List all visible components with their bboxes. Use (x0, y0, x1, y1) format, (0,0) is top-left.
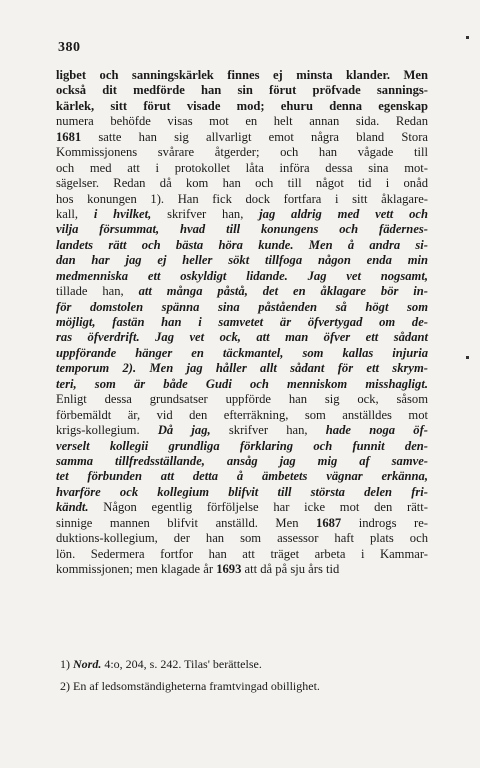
footnote-segment: 1) (60, 657, 73, 671)
text-line-segment: sägelser. Redan då kom han och till något tid i onåd (56, 176, 428, 191)
text-line-segment: ras öfverdrift. Jag vet ock, att man öfver ett sådant (56, 330, 428, 345)
edge-mark-right-lower (466, 356, 469, 359)
text-line-segment: tet förbunden att detta å ämbetets vägnar erkänna, (56, 469, 428, 484)
text-line (56, 68, 428, 83)
text-line-segment: att många påstå, det en åklagare bör in- (138, 284, 428, 299)
text-line-segment: 1687 (316, 515, 342, 530)
text-line (56, 83, 428, 98)
text-line (56, 423, 428, 438)
text-line-segment: hade noga öf- (325, 423, 428, 438)
text-line-segment: lön. Sedermera fortfor han att träget arbeta i Kammar- (56, 546, 428, 561)
text-line-segment: att då på sju års tid (241, 562, 340, 576)
text-line (56, 238, 428, 253)
text-line-segment: 1693 (216, 562, 242, 576)
footnote-segment: 2) En af ledsomständigheterna framtvingad obillighet. (60, 679, 320, 693)
text-line (56, 192, 428, 207)
text-line-segment: hvarföre ock kollegium blifvit till största delen fri- (56, 484, 428, 499)
text-line (56, 547, 428, 562)
text-line (56, 300, 428, 315)
body-text (56, 68, 428, 577)
text-line-segment: möjligt, fastän han i samvetet är öfvertygad om de- (56, 315, 428, 329)
text-line-segment: sinnige mannen blifvit anställd. Men (56, 515, 317, 530)
text-line (56, 531, 428, 546)
text-line (56, 130, 428, 145)
text-line-segment: kall, (56, 206, 94, 221)
footnote-segment: Nord. (73, 657, 102, 671)
text-line (56, 99, 428, 114)
text-line (56, 454, 428, 469)
text-line (56, 485, 428, 500)
text-line-segment: också dit medförde han sin förut pröfvade sannings- (56, 83, 428, 98)
text-line (56, 361, 428, 376)
text-line (56, 284, 428, 299)
text-line-segment: Men jag håller allt sådant för ett skrym- (149, 361, 428, 376)
text-line (56, 207, 428, 222)
text-line (56, 377, 428, 392)
text-line-segment: temporum 2). (56, 361, 150, 376)
text-line-segment: vilja försummat, hvad till konungens och fädernes- (56, 222, 428, 237)
text-line-segment: numera behöfde visas mot en helt annan sida. Redan (56, 114, 428, 129)
text-line (56, 330, 428, 345)
text-line-segment: dan har jag ej heller sökt tillfoga någon enda min (56, 253, 428, 268)
footnote (60, 675, 420, 697)
text-line (56, 516, 428, 531)
text-line (56, 439, 428, 454)
text-line-segment: kärlek, sitt förut visade mod; ehuru denna egenskap (56, 98, 428, 113)
text-line-segment: för domstolen spänna sina påståenden så högt som (56, 299, 428, 314)
text-line (56, 145, 428, 160)
text-line-segment: samma tillfredsställande, ansåg jag mig af samve- (56, 453, 428, 468)
text-line-segment: förbemäldt är, vid den efterräkning, som anställdes mot (56, 407, 428, 422)
text-line-segment: ligbet och sanningskärlek finnes ej minsta klander. Men (56, 68, 428, 82)
text-line-segment: krigs-kollegium. (56, 423, 158, 438)
text-line (56, 253, 428, 268)
text-line (56, 408, 428, 423)
text-line-segment: indrogs re- (341, 515, 428, 530)
text-line-segment: Enligt dessa grundsatser uppförde han sig ock, såsom (56, 392, 428, 407)
text-line-segment: kändt. (56, 500, 89, 515)
footnotes (60, 653, 420, 697)
text-line-segment: och med att i protokollet låta införa dessa sina mot- (56, 160, 428, 175)
edge-mark-right (466, 36, 469, 39)
text-line-segment: uppförande hänger en täckmantel, som kallas injuria (56, 345, 428, 360)
text-line (56, 114, 428, 129)
page-number: 380 (58, 40, 81, 55)
footnote-segment: 4:o, 204, s. 242. Tilas' berättelse. (101, 657, 262, 671)
text-line-segment: Någon egentlig förföljelse har icke mot den rätt- (88, 500, 428, 515)
text-line-segment: skrifver han, (210, 423, 326, 438)
text-line (56, 392, 428, 407)
text-line-segment: skrifver han, (151, 206, 260, 221)
text-line-segment: medmenniska ett oskyldigt lidande. Jag vet nogsamt, (56, 268, 428, 283)
text-line-segment: hos konungen 1). Han fick dock fortfara i sitt åklagare- (56, 191, 428, 206)
text-line (56, 315, 428, 330)
text-line (56, 176, 428, 191)
text-line-segment: 1681 (56, 129, 82, 144)
text-line-segment: teri, som är både Gudi och menniskom misshagligt. (56, 376, 428, 391)
text-line-segment: kommissjonen; men klagade år (56, 562, 217, 576)
text-line (56, 562, 428, 577)
text-line (56, 346, 428, 361)
text-line-segment: tillade han, (56, 284, 139, 299)
text-line-segment: Då jag, (157, 423, 211, 438)
text-line-segment: landets rätt och bästa höra kunde. Men å andra si- (56, 237, 428, 252)
text-line (56, 469, 428, 484)
text-line (56, 269, 428, 284)
text-line-segment: verselt kollegii grundliga förklaring och funnit den- (56, 438, 428, 453)
text-line (56, 222, 428, 237)
text-line-segment: satte han sig allvarligt emot några bland Stora (81, 129, 428, 144)
text-line-segment: duktions-kollegium, der han som assessor haft plats och (56, 531, 428, 546)
text-line (56, 161, 428, 176)
text-line-segment: Kommissjonens svårare åtgerder; och han vågade till (56, 145, 428, 160)
text-line-segment: jag aldrig med vett och (259, 206, 428, 221)
text-line-segment: i hvilket, (93, 206, 152, 221)
footnote (60, 653, 420, 675)
text-line (56, 500, 428, 515)
